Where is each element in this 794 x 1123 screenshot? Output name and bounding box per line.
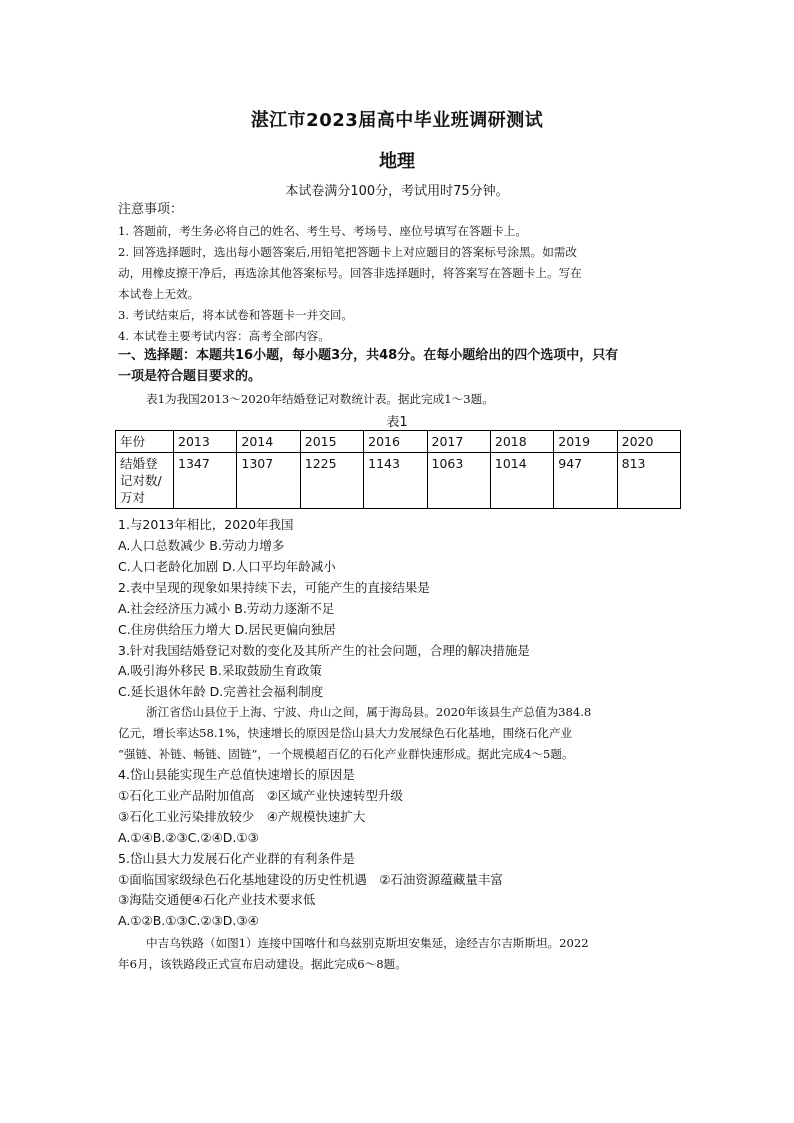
value-cell: 1225 <box>300 453 363 509</box>
year-cell: 2015 <box>300 431 363 453</box>
passage-line: 年6月，该铁路段正式宣布启动建设。据此完成6～8题。 <box>118 957 407 971</box>
option-line: A.人口总数减少 B.劳动力增多 <box>118 538 285 553</box>
notes-heading: 注意事项： <box>118 202 184 217</box>
option-line: ③石化工业污染排放较少 ④产规模快速扩大 <box>118 809 366 824</box>
note-line: 动，用橡皮擦干净后，再选涂其他答案标号。回答非选择题时，将答案写在答题卡上。写在 <box>118 266 582 280</box>
note-line: 3. 考试结束后，将本试卷和答题卡一并交回。 <box>118 308 354 322</box>
answer-options: A.①④B.②③C.②④D.①③ <box>118 830 259 845</box>
option-line: ③海陆交通便④石化产业技术要求低 <box>118 892 316 907</box>
table-header-label: 年份 <box>116 431 174 453</box>
row-label-line: 结婚登 <box>120 456 158 471</box>
question-line: 3.针对我国结婚登记对数的变化及其所产生的社会问题，合理的解决措施是 <box>118 643 530 658</box>
question-line: 2.表中呈现的现象如果持续下去，可能产生的直接结果是 <box>118 580 430 595</box>
year-cell: 2016 <box>364 431 427 453</box>
note-line: 1. 答题前，考生务必将自己的姓名、考生号、考场号、座位号填写在答题卡上。 <box>118 224 527 238</box>
note-line: 2. 回答选择题时，选出每小题答案后,用铅笔把答题卡上对应题目的答案标号涂黑。如需改 <box>118 245 577 259</box>
option-line: ①石化工业产品附加值高 ②区域产业快速转型升级 <box>118 788 403 803</box>
table-data-row <box>116 453 681 509</box>
option-line: C.住房供给压力增大 D.居民更偏向独居 <box>118 622 336 637</box>
section-heading-cont: 一项是符合题目要求的。 <box>118 369 262 384</box>
value-cell: 1307 <box>237 453 300 509</box>
passage-line: 中吉乌铁路（如图1）连接中国喀什和乌兹别克斯坦安集延，途经吉尔吉斯斯坦。2022 <box>146 936 589 950</box>
exam-title: 湛江市2023届高中毕业班调研测试 <box>250 110 544 131</box>
passage-line: 亿元，增长率达58.1%，快速增长的原因是岱山县大力发展绿色石化基地，围绕石化产业 <box>118 726 573 740</box>
note-line: 4. 本试卷主要考试内容：高考全部内容。 <box>118 329 330 343</box>
marriage-table <box>115 430 681 509</box>
option-line: C.人口老龄化加剧 D.人口平均年龄减小 <box>118 559 336 574</box>
exam-info: 本试卷满分100分，考试用时75分钟。 <box>285 184 509 199</box>
option-line: A.社会经济压力减小 B.劳动力逐渐不足 <box>118 601 335 616</box>
row-label-line: 记对数/ <box>120 473 162 488</box>
option-line: C.延长退休年龄 D.完善社会福利制度 <box>118 684 324 699</box>
value-cell: 947 <box>554 453 617 509</box>
year-cell: 2017 <box>427 431 490 453</box>
section-heading: 一、选择题：本题共16小题，每小题3分，共48分。在每小题给出的四个选项中，只有 <box>118 348 619 363</box>
option-line: ①面临国家级绿色石化基地建设的历史性机遇 ②石油资源蕴藏量丰富 <box>118 872 503 887</box>
value-cell: 813 <box>617 453 680 509</box>
question-line: 1.与2013年相比，2020年我国 <box>118 517 294 532</box>
row-label-line: 万对 <box>120 490 146 505</box>
question-line: 5.岱山县大力发展石化产业群的有利条件是 <box>118 851 355 866</box>
table-intro: 表1为我国2013～2020年结婚登记对数统计表。据此完成1～3题。 <box>146 392 494 406</box>
value-cell: 1143 <box>364 453 427 509</box>
passage-line: 浙江省岱山县位于上海、宁波、舟山之间，属于海岛县。2020年该县生产总值为384.8 <box>146 705 592 719</box>
passage-line: “强链、补链、畅链、固链”，一个规模超百亿的石化产业群快速形成。据此完成4～5题。 <box>118 747 574 761</box>
value-cell: 1014 <box>490 453 553 509</box>
year-cell: 2013 <box>174 431 237 453</box>
year-cell: 2018 <box>490 431 553 453</box>
year-cell: 2014 <box>237 431 300 453</box>
table-caption: 表1 <box>386 415 408 430</box>
value-cell: 1347 <box>174 453 237 509</box>
answer-options: A.①②B.①③C.②③D.③④ <box>118 913 259 928</box>
subject-title: 地理 <box>379 151 415 172</box>
year-cell: 2019 <box>554 431 617 453</box>
value-cell: 1063 <box>427 453 490 509</box>
option-line: A.吸引海外移民 B.采取鼓励生育政策 <box>118 663 322 678</box>
note-line: 本试卷上无效。 <box>118 287 200 301</box>
year-cell: 2020 <box>617 431 680 453</box>
question-line: 4.岱山县能实现生产总值快速增长的原因是 <box>118 767 355 782</box>
table-header-row <box>116 431 681 453</box>
row-label <box>116 453 174 509</box>
